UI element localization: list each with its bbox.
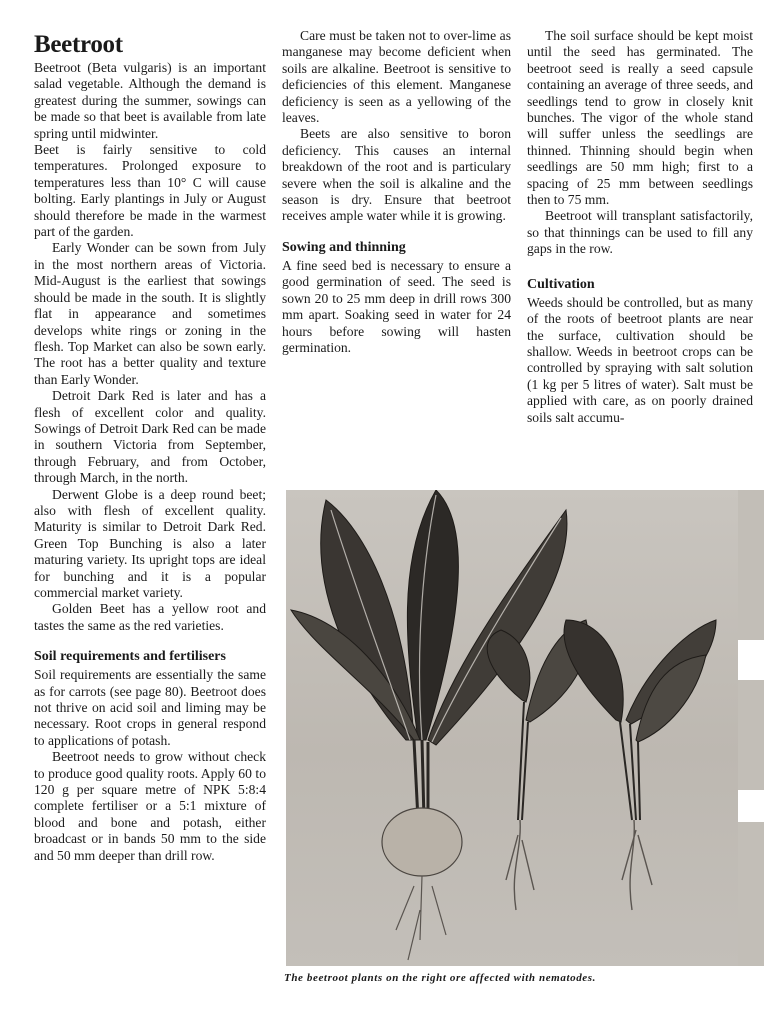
golden-paragraph: Golden Beet has a yellow root and tastes the same as the red varieties. (34, 601, 266, 633)
moist-paragraph: The soil surface should be kept moist until the seed has germinated. The beetroot seed is really a seed capsule containing an average of three seeds, and seedlings tend to grow in closely knit bunches. The vigor of the whole stand will suffer unless the seedlings are thinned. Thinning should begin when seedlings are 50 mm high; first to a spacing of 25 mm between seedlings then to 75 mm. (527, 28, 753, 208)
cultivation-heading: Cultivation (527, 276, 595, 292)
sowing-heading: Sowing and thinning (282, 239, 406, 255)
column-3 (527, 28, 753, 426)
lime-paragraph: Care must be taken not to over-lime as manganese may become deficient when soils are alkaline. Beetroot is sensitive to deficiencies of this element. Manganese deficiency is seen as a yellowing of the leaves. (282, 28, 511, 126)
column-1 (34, 28, 266, 864)
column-2 (282, 28, 511, 356)
derwent-paragraph: Derwent Globe is a deep round beet; also with flesh of excellent quality. Maturity is similar to Detroit Dark Red. Green Top Bunching is also a later maturing variety. Its upright tops are ideal for bunching and it is a popular commercial market variety. (34, 486, 266, 600)
beet-root (382, 808, 462, 876)
intro-paragraph: Beetroot (Beta vulgaris) is an important salad vegetable. Although the demand is greatest during the summer, sowings can be made so that beet is available from late spring until midwinter. (34, 60, 266, 141)
soil-paragraph: Soil requirements are essentially the same as for carrots (see page 80). Beetroot does not thrive on acid soil and liming may be necessary. Root crops in general respond to applications of potash. (34, 667, 266, 748)
growth-paragraph: Beetroot needs to grow without check to produce good quality roots. Apply 60 to 120 g per square metre of NPK 5:8:4 complete fertiliser or a 5:1 mixture of blood and bone and potash, either broadcast or in bands 50 mm to the side and 50 mm deeper than drill row. (34, 749, 266, 863)
transplant-paragraph: Beetroot will transplant satisfactorily, so that thinnings can be used to fill any gaps in the row. (527, 208, 753, 257)
soil-heading: Soil requirements and fertilisers (34, 649, 226, 665)
photo-edge (738, 680, 764, 790)
boron-paragraph: Beets are also sensitive to boron deficiency. This causes an internal breakdown of the root and is particulary severe when the soil is alkaline and the season is dry. Ensure that beetroot receives ample water while it is growing. (282, 126, 511, 224)
article-title: Beetroot (34, 31, 123, 58)
beetroot-photo (286, 490, 738, 966)
photo-edge (738, 822, 764, 966)
beetroot-plants-illustration (286, 490, 738, 966)
photo-edge (738, 490, 764, 640)
cold-paragraph: Beet is fairly sensitive to cold temperatures. Prolonged exposure to temperatures less than 10° C will cause bolting. Early plantings in July or August should therefore be made in the warmest part of the garden. (34, 142, 266, 240)
early-wonder-paragraph: Early Wonder can be sown from July in the most northern areas of Victoria. Mid-August is the earliest that sowings should be made in the south. It is slightly flat in appearance and sometimes develops white rings or zoning in the flesh. Top Market can also be sown early. The root has a better quality and texture than Early Wonder. (34, 240, 266, 387)
cultivation-paragraph: Weeds should be controlled, but as many of the roots of beetroot plants are near the surface, cultivation should be shallow. Weeds in beetroot crops can be controlled by spraying with salt solution (1 kg per 5 litres of water). Salt must be applied with care, as on poorly drained soils salt accumu- (527, 294, 753, 425)
detroit-paragraph: Detroit Dark Red is later and has a flesh of excellent color and quality. Sowings of Detroit Dark Red can be made in southern Victoria from September, through February, and from October, through March, in the north. (34, 388, 266, 486)
figure-caption: The beetroot plants on the right ore affected with nematodes. (284, 972, 597, 984)
sowing-paragraph: A fine seed bed is necessary to ensure a good germination of seed. The seed is sown 20 to 25 mm deep in drill rows 300 mm apart. Soaking seed in water for 24 hours before sowing will hasten germination. (282, 257, 511, 355)
